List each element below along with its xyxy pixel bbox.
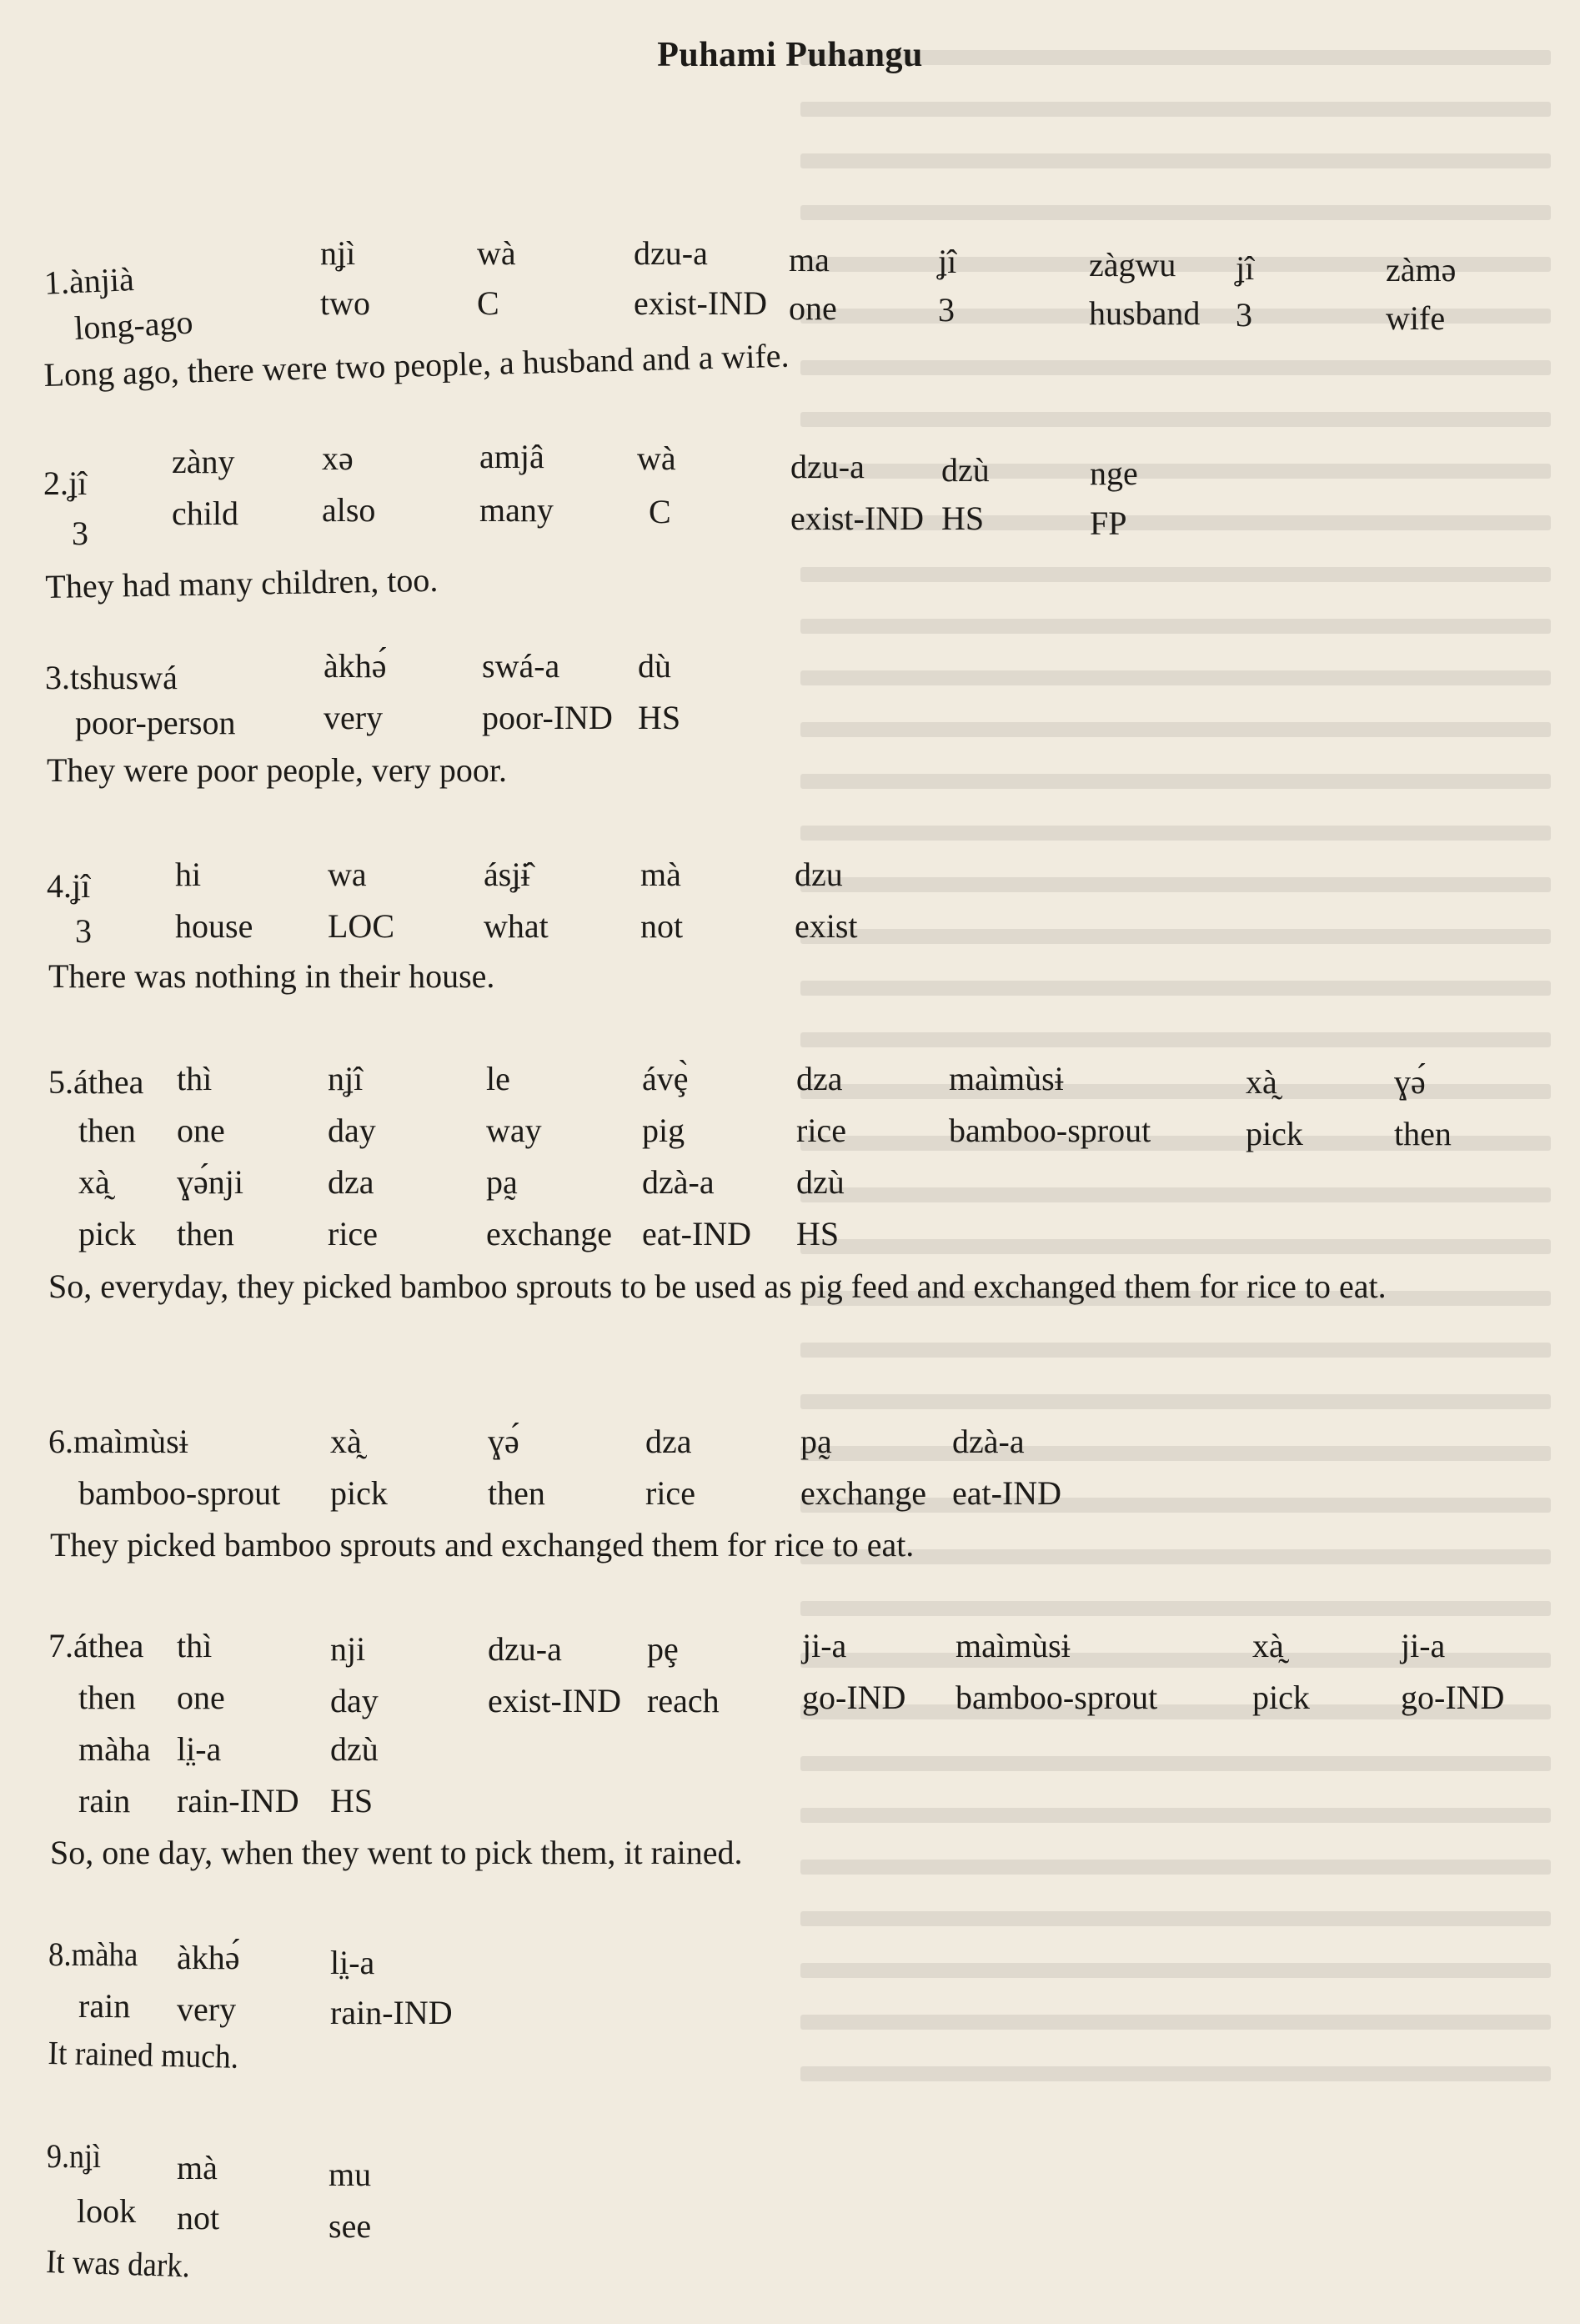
- word: mà: [177, 2149, 218, 2186]
- word: ji-a: [802, 1627, 847, 1664]
- word: dzu: [795, 856, 843, 893]
- word: nge: [1090, 454, 1138, 492]
- word: maìmùsɨ: [956, 1627, 1071, 1664]
- word: dù: [638, 647, 671, 685]
- gloss: LOC: [328, 907, 394, 945]
- word: thì: [177, 1627, 213, 1664]
- gloss: exist-IND: [488, 1682, 621, 1719]
- word: hi: [175, 856, 202, 893]
- gloss: day: [328, 1112, 376, 1149]
- gloss: way: [486, 1112, 542, 1149]
- word: ji-a: [1401, 1627, 1446, 1664]
- word: nʝì: [320, 234, 356, 272]
- word: wa: [328, 856, 367, 893]
- word: dza: [796, 1060, 843, 1097]
- gloss: exist: [795, 907, 858, 945]
- word: zàny: [172, 443, 235, 480]
- gloss: then: [1394, 1115, 1452, 1152]
- gloss: HS: [941, 499, 985, 537]
- gloss: 3: [938, 291, 955, 329]
- gloss: child: [172, 494, 238, 532]
- word: ásʝɨ̂: [484, 856, 530, 893]
- gloss: reach: [647, 1682, 720, 1719]
- word: wà: [637, 439, 676, 477]
- gloss: exchange: [486, 1215, 613, 1252]
- page-title: Puhami Puhangu: [657, 36, 923, 74]
- gloss: one: [789, 289, 837, 327]
- gloss: exchange: [800, 1474, 927, 1512]
- word: ɣə́nji: [177, 1163, 243, 1201]
- word: maìmùsɨ: [949, 1060, 1064, 1097]
- gloss: many: [479, 491, 554, 529]
- gloss: bamboo-sprout: [949, 1112, 1151, 1149]
- word: mà: [640, 856, 681, 893]
- word: ávȩ̀: [642, 1060, 689, 1097]
- gloss: also: [322, 491, 376, 529]
- gloss: not: [640, 907, 684, 945]
- gloss: bamboo-sprout: [78, 1474, 281, 1512]
- gloss: one: [177, 1679, 225, 1716]
- word: dzu-a: [634, 234, 708, 272]
- translation: They were poor people, very poor.: [47, 751, 508, 789]
- gloss: eat-IND: [642, 1215, 752, 1252]
- gloss: C: [649, 493, 671, 530]
- gloss: bamboo-sprout: [956, 1679, 1158, 1716]
- word: ʝî: [1236, 249, 1255, 287]
- gloss: rice: [328, 1215, 378, 1252]
- gloss: 3: [1236, 296, 1252, 334]
- gloss: HS: [330, 1782, 374, 1820]
- word: dzu-a: [488, 1630, 562, 1668]
- gloss: then: [78, 1112, 136, 1149]
- word: pa̰: [486, 1163, 518, 1201]
- gloss: 3: [75, 912, 92, 950]
- word: ɣə́: [488, 1423, 519, 1460]
- gloss: rain-IND: [177, 1782, 299, 1820]
- gloss: husband: [1089, 294, 1201, 332]
- word: zàmə: [1386, 251, 1457, 289]
- word: 5.áthea: [48, 1063, 144, 1101]
- word: 3.tshuswá: [45, 659, 178, 696]
- gloss: day: [330, 1682, 379, 1719]
- translation: They picked bamboo sprouts and exchanged them for rice to eat.: [50, 1526, 915, 1564]
- translation: Long ago, there were two people, a husband and a wife.: [43, 336, 790, 394]
- gloss: poor-person: [75, 704, 236, 741]
- gloss: house: [175, 907, 253, 945]
- gloss: what: [484, 907, 549, 945]
- word: 7.áthea: [48, 1627, 144, 1664]
- word: xà̰: [1252, 1627, 1284, 1664]
- gloss: pig: [642, 1112, 685, 1149]
- translation: So, everyday, they picked bamboo sprouts to be used as pig feed and exchanged them for rice to eat.: [48, 1267, 1387, 1305]
- gloss: long-ago: [73, 303, 194, 347]
- gloss: then: [78, 1679, 136, 1716]
- word: xà̰: [330, 1423, 362, 1460]
- word: 2.ʝî: [43, 464, 88, 502]
- word: le: [486, 1060, 510, 1097]
- gloss: exist-IND: [790, 499, 924, 537]
- translation: There was nothing in their house.: [48, 957, 495, 995]
- word: àkhə́: [177, 1939, 240, 1976]
- gloss: go-IND: [1401, 1679, 1505, 1716]
- gloss: one: [177, 1112, 225, 1149]
- gloss: rain-IND: [330, 1994, 453, 2031]
- word: dzù: [796, 1163, 845, 1201]
- word: dza: [645, 1423, 692, 1460]
- bleed-through-background: [800, 50, 1551, 2301]
- gloss: then: [177, 1215, 234, 1252]
- gloss: FP: [1090, 504, 1127, 542]
- word: àkhə́: [324, 647, 387, 685]
- word: thì: [177, 1060, 213, 1097]
- word: 1.ànjià: [43, 260, 135, 302]
- word: pȩ: [647, 1630, 679, 1668]
- word: dzà-a: [952, 1423, 1025, 1460]
- translation: So, one day, when they went to pick them, it rained.: [50, 1834, 743, 1871]
- word: 8.màha: [48, 1935, 138, 1973]
- gloss: C: [477, 284, 499, 322]
- word: dzù: [330, 1730, 379, 1768]
- word: nʝî: [328, 1060, 364, 1097]
- word: wà: [477, 234, 516, 272]
- word: swá-a: [482, 647, 560, 685]
- word: xà̰: [78, 1163, 110, 1201]
- gloss: pick: [1252, 1679, 1310, 1716]
- word: mu: [329, 2156, 372, 2193]
- word: amjâ: [479, 438, 544, 475]
- word: zàgwu: [1089, 246, 1176, 284]
- gloss: very: [177, 1990, 237, 2028]
- gloss: two: [320, 284, 370, 322]
- gloss: pick: [1246, 1115, 1303, 1152]
- gloss: HS: [796, 1215, 840, 1252]
- word: li̤-a: [177, 1730, 222, 1768]
- word: ɣə́: [1394, 1063, 1426, 1101]
- translation: They had many children, too.: [45, 560, 439, 605]
- gloss: very: [324, 699, 384, 736]
- gloss: pick: [330, 1474, 388, 1512]
- word: ma: [789, 241, 830, 279]
- word: ʝî: [938, 243, 957, 280]
- gloss: look: [77, 2192, 137, 2230]
- translation: It rained much.: [48, 2033, 239, 2076]
- word: pa̰: [800, 1423, 832, 1460]
- word: dzù: [941, 451, 990, 489]
- translation: It was dark.: [45, 2241, 191, 2285]
- word: xà̰: [1246, 1063, 1277, 1101]
- word: xə: [322, 439, 354, 477]
- gloss: go-IND: [802, 1679, 906, 1716]
- word: màha: [78, 1730, 151, 1768]
- word: 9.nʝì: [47, 2137, 102, 2175]
- gloss: exist-IND: [634, 284, 767, 322]
- gloss: rain: [78, 1987, 131, 2025]
- word: li̤-a: [330, 1944, 375, 1981]
- gloss: rice: [796, 1112, 846, 1149]
- gloss: not: [177, 2199, 220, 2236]
- word: nji: [330, 1630, 366, 1668]
- gloss: wife: [1386, 299, 1446, 337]
- gloss: see: [329, 2207, 372, 2245]
- gloss: rice: [645, 1474, 695, 1512]
- gloss: HS: [638, 699, 681, 736]
- gloss: pick: [78, 1215, 136, 1252]
- gloss: eat-IND: [952, 1474, 1062, 1512]
- word: dzà-a: [642, 1163, 715, 1201]
- gloss: then: [488, 1474, 545, 1512]
- gloss: rain: [78, 1782, 131, 1820]
- word: 4.ʝî: [47, 867, 91, 905]
- word: 6.maìmùsɨ: [48, 1423, 188, 1460]
- gloss: 3: [72, 514, 88, 552]
- gloss: poor-IND: [482, 699, 613, 736]
- word: dzu-a: [790, 448, 865, 485]
- word: dza: [328, 1163, 374, 1201]
